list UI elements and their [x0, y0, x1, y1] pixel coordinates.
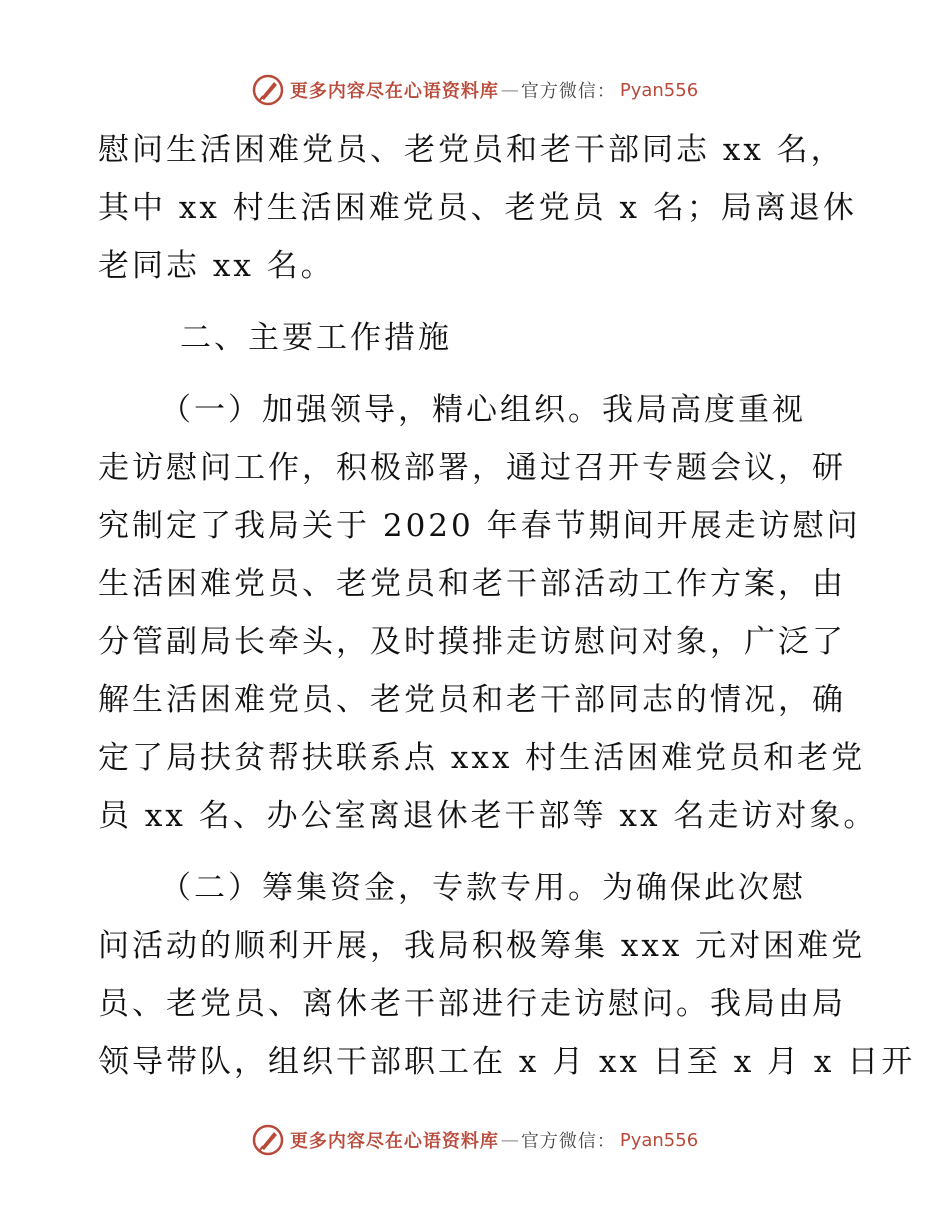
text-line: 其中 xx 村生活困难党员、老党员 x 名；局离退休: [98, 190, 857, 226]
section-heading: 二、主要工作措施: [180, 320, 452, 356]
text-line: 员、老党员、离休老干部进行走访慰问。我局由局: [98, 986, 846, 1022]
text-line: 慰问生活困难党员、老党员和老干部同志 xx 名，: [98, 132, 845, 168]
text-line: （一）加强领导，精心组织。我局高度重视: [160, 392, 806, 428]
quill-pen-logo-icon: [252, 1124, 284, 1156]
paragraph-intro: [98, 121, 858, 295]
text-line: 员 xx 名、办公室离退休老干部等 xx 名走访对象。: [98, 798, 878, 834]
text-line: 走访慰问工作，积极部署，通过召开专题会议，研: [98, 450, 846, 486]
footer-watermark: [0, 1122, 950, 1158]
header-watermark: [0, 72, 950, 108]
watermark-label: 官方微信：: [520, 1131, 616, 1152]
text-line: 领导带队，组织干部职工在 x 月 xx 日至 x 月 x 日开: [98, 1044, 916, 1080]
text-line: 问活动的顺利开展，我局积极筹集 xxx 元对困难党: [98, 928, 866, 964]
text-line: 分管副局长牵头，及时摸排走访慰问对象，广泛了: [98, 624, 846, 660]
text-line: 解生活困难党员、老党员和老干部同志的情况，确: [98, 682, 846, 718]
text-line: 老同志 xx 名。: [98, 248, 335, 284]
quill-pen-logo-icon: [252, 74, 284, 106]
text-line: 究制定了我局关于 2020 年春节期间开展走访慰问: [98, 508, 861, 544]
watermark-separator: —: [500, 1129, 519, 1151]
text-line: 定了局扶贫帮扶联系点 xxx 村生活困难党员和老党: [98, 740, 866, 776]
watermark-label: 官方微信：: [520, 81, 616, 102]
watermark-separator: —: [500, 79, 519, 101]
document-body: [98, 121, 916, 1091]
text-line: （二）筹集资金，专款专用。为确保此次慰: [160, 870, 806, 906]
paragraph-measure-1: [98, 381, 878, 845]
text-line: 生活困难党员、老党员和老干部活动工作方案，由: [98, 566, 846, 602]
paragraph-measure-2: [98, 859, 916, 1091]
watermark-site-text: 更多内容尽在心语资料库: [289, 81, 499, 102]
watermark-account: Pyan556: [619, 1129, 699, 1151]
watermark-site-text: 更多内容尽在心语资料库: [289, 1131, 499, 1152]
watermark-account: Pyan556: [619, 79, 699, 101]
